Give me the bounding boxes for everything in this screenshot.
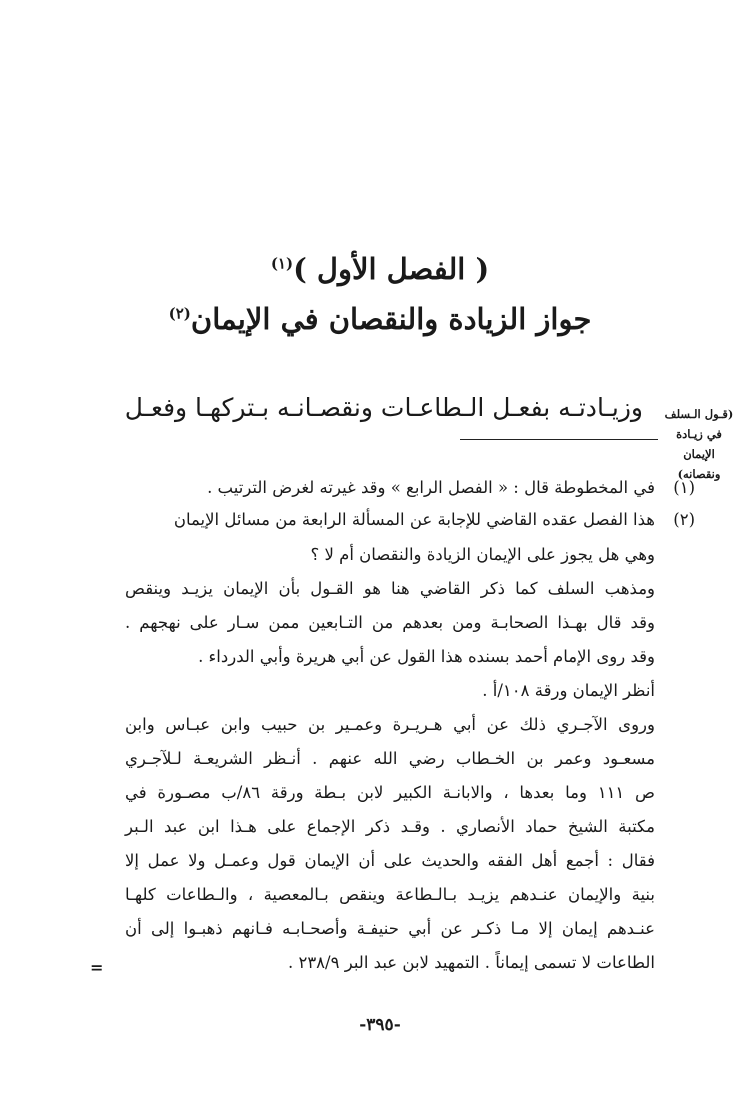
margin-note xyxy=(649,404,749,484)
footnote-line: وهي هل يجوز على الإيمان الزيادة والنقصان أم لا ؟ xyxy=(310,545,655,564)
margin-note-line: الإيمان xyxy=(683,447,715,461)
footnote-ref-2: (٢) xyxy=(168,304,191,323)
footnote-number: (٢) xyxy=(673,510,695,529)
margin-note-line: في زيـادة xyxy=(676,427,722,441)
footnote-number: (١) xyxy=(673,478,695,497)
footnote-line: وقد روى الإمام أحمد بسنده هذا القول عن أبي هريرة وأبي الدرداء . xyxy=(198,647,655,666)
footnote-ref-1: (١) xyxy=(270,254,294,273)
footnote-line: ص ١١١ وما بعدها ، والابانـة الكبير لابن بـطة ورقة ٨٦/ب مصـورة في xyxy=(125,783,656,802)
footnote-text: هذا الفصل عقده القاضي للإجابة عن المسألة الرابعة من مسائل الإيمان xyxy=(173,510,655,529)
footnote-line: أنظر الإيمان ورقة ١٠٨/أ . xyxy=(482,681,655,700)
footnote-text: في المخطوطة قال : « الفصل الرابع » وقد غيرته لغرض الترتيب . xyxy=(207,478,655,497)
footnote-line: وقد قال بهـذا الصحابـة ومن بعدهم من التـابعين ممن سـار على نهجهم . xyxy=(125,613,655,632)
footnote-line: فقال : أجمع أهل الفقه والحديث على أن الإيمان قول وعمـل ولا عمل إلا xyxy=(125,851,655,870)
footnote-line: الطاعات لا تسمى إيماناً . التمهيد لابن عبد البر ٢٣٨/٩ . xyxy=(287,953,655,972)
chapter-title-text: ( الفصل الأول ) xyxy=(293,252,490,286)
footnote-separator xyxy=(460,439,658,440)
margin-note-line: (قـول الـسلف xyxy=(664,407,734,421)
chapter-subtitle xyxy=(100,302,660,336)
chapter-title xyxy=(100,252,660,286)
chapter-subtitle-text: جواز الزيادة والنقصان في الإيمان xyxy=(190,302,592,336)
footnote-line: ومذهب السلف كما ذكر القاضي هنا هو القـول بأن الإيمان يزيـد وينقص xyxy=(125,579,655,598)
footnote-line: مكتبة الشيخ حماد الأنصاري . وقـد ذكر الإجماع على هـذا ابن عبد الـبر xyxy=(125,817,655,836)
main-text-line: وزيـادتـه بفعـل الـطاعـات ونقصـانـه بـتركهـا وفعـل xyxy=(124,393,643,422)
continuation-mark: = xyxy=(90,958,104,977)
page-number: -٣٩٥- xyxy=(359,1015,401,1035)
footnote-line: مسعـود وعمر بن الخـطاب رضي الله عنهم . أنـظر الشريعـة لـلآجـري xyxy=(125,749,655,768)
footnote-line: عنـدهم إيمان إلا مـا ذكـر عن أبي حنيفـة وأصحـابـه فـانهم ذهبـوا إلى أن xyxy=(125,919,655,938)
margin-note-line: ونقصانه) xyxy=(677,467,721,481)
footnote-line: وروى الآجـري ذلك عن أبي هـريـرة وعمـير بن حبيب وابن عبـاس وابن xyxy=(125,715,655,734)
footnote-line: بنية والإيمان عنـدهم يزيـد بـالـطاعة وينقص بـالمعصية ، والـطاعات كلهـا xyxy=(125,885,655,904)
